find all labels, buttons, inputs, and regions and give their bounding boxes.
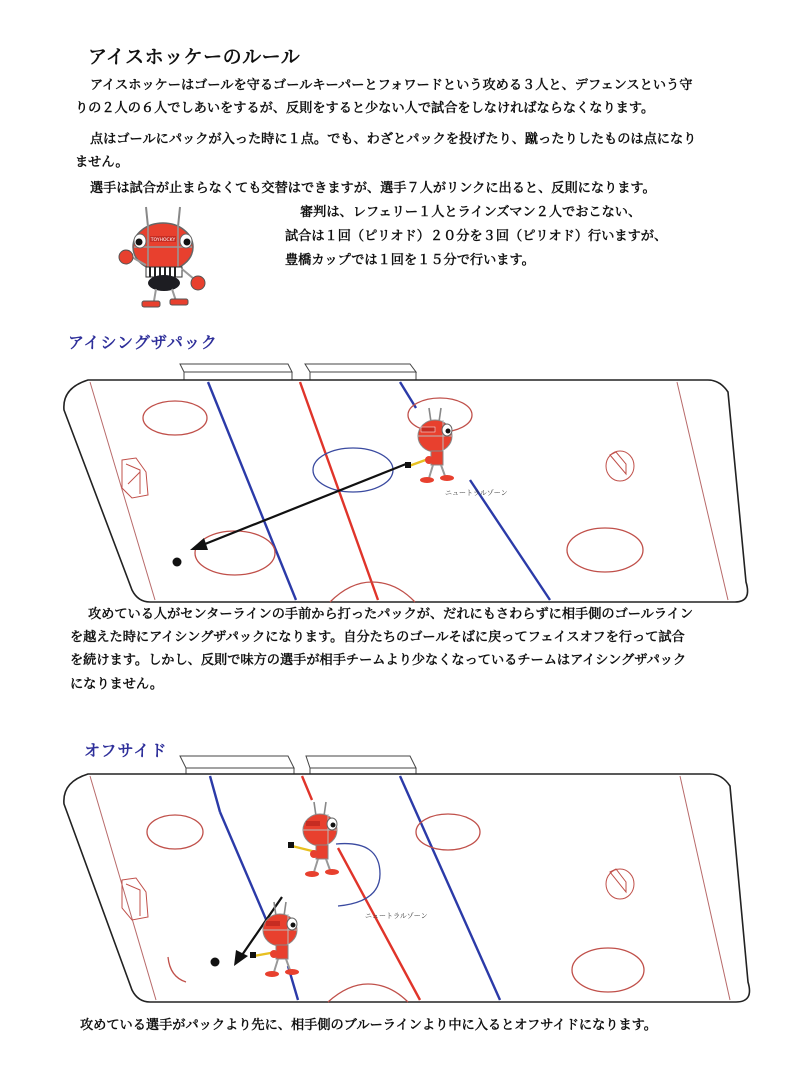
neutral-zone-label: ニュートラルゾーン — [365, 912, 428, 920]
icing-line: 攻めている人がセンターラインの手前から打ったパックが、だれにもさわらずに相手側のゴールライン — [88, 607, 694, 622]
puck-icon — [173, 558, 182, 567]
mascot-logo-text: TOYHOCKY — [150, 238, 176, 243]
intro-line: 点はゴールにパックが入った時に１点。でも、わざとパックを投げたり、蹴ったりしたものは点になり — [90, 132, 697, 147]
intro-line: りの２人の６人でしあいをするが、反則をすると少ない人で試合をしなければならなくなります。 — [75, 101, 655, 116]
neutral-zone-label: ニュートラルゾーン — [445, 489, 508, 497]
referee-line: 豊橋カップでは１回を１５分で行います。 — [285, 253, 535, 268]
offside-paragraph: 攻めている選手がパックより先に、相手側のブルーラインより中に入るとオフサイドになります。 — [80, 1018, 657, 1033]
rink-diagram-icing — [60, 360, 760, 605]
icing-line: を続けます。しかし、反則で味方の選手が相手チームより少なくなっているチームはアイシングザパック — [70, 653, 687, 668]
intro-line: 選手は試合が止まらなくても交替はできますが、選手７人がリンクに出ると、反則になります。 — [90, 181, 656, 196]
section-heading-offside: オフサイド — [84, 741, 168, 760]
bench-box-icon — [180, 364, 416, 380]
icing-line: になりません。 — [70, 677, 164, 692]
section-heading-icing: アイシングザパック — [68, 333, 218, 352]
referee-line: 審判は、レフェリー１人とラインズマン２人でおこない、 — [300, 205, 642, 220]
icing-line: を越えた時にアイシングザパックになります。自分たちのゴールそばに戻ってフェイスオフを行って試合 — [70, 630, 685, 645]
bench-box-icon — [180, 756, 416, 774]
referee-mascot-icon — [118, 205, 218, 315]
page-title: アイスホッケーのルール — [88, 46, 301, 68]
intro-line: ません。 — [75, 155, 129, 170]
puck-icon — [211, 958, 220, 967]
rink-diagram-offside — [60, 752, 760, 1007]
referee-line: 試合は１回（ピリオド）２０分を３回（ピリオド）行いますが、 — [285, 229, 668, 244]
intro-line: アイスホッケーはゴールを守るゴールキーパーとフォワードという攻める３人と、デフェンスという守 — [90, 78, 693, 93]
rink-boundary — [64, 380, 748, 602]
rink-boundary — [64, 774, 750, 1002]
